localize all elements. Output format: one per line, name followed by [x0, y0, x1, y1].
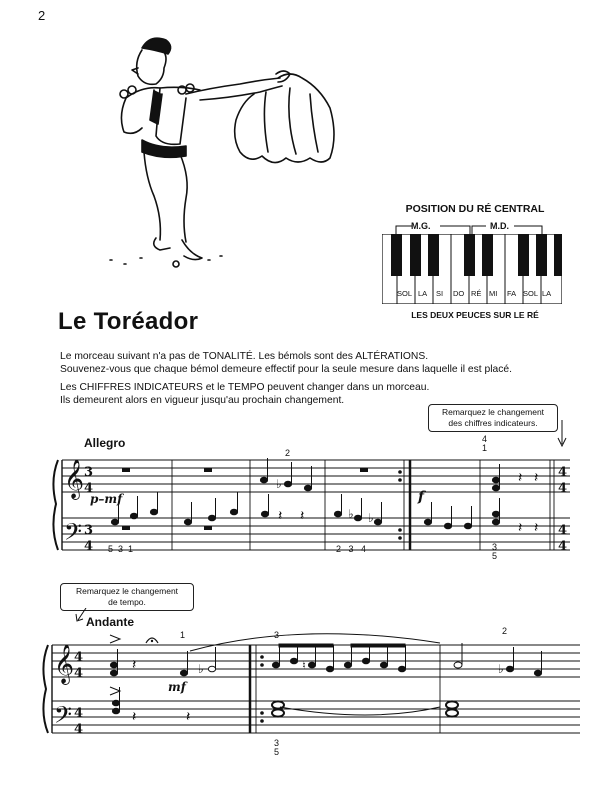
- svg-text:𝄽: 𝄽: [534, 520, 539, 536]
- time-signature-bottom: 4: [84, 539, 94, 554]
- key-label: RÉ: [471, 289, 482, 298]
- fingering: 1: [482, 443, 488, 453]
- intro-line: Les CHIFFRES INDICATEURS et le TEMPO peuvent changer dans un morceau.: [60, 382, 430, 393]
- fingering: 5 3 1: [108, 544, 134, 554]
- fingering: 5: [492, 551, 498, 561]
- svg-text:𝄽: 𝄽: [534, 470, 539, 486]
- time-signature-bottom: 4: [74, 666, 84, 681]
- fingering: 4: [482, 434, 488, 444]
- fingering: 2: [285, 448, 291, 458]
- svg-text:𝄞: 𝄞: [54, 644, 75, 684]
- fingering: 2 3 4: [336, 544, 367, 554]
- keyboard-caption: LES DEUX PEUCES SUR LE RÉ: [411, 310, 539, 320]
- hand-bracket: [382, 216, 566, 236]
- intro-line: Le morceau suivant n'a pas de TONALITÉ. Les bémols sont des ALTÉRATIONS.: [60, 351, 429, 362]
- key-label: SOL: [397, 289, 413, 298]
- svg-text:𝄽: 𝄽: [518, 470, 523, 486]
- dynamic-marking: mf: [168, 680, 186, 694]
- dynamic-marking: p–mf: [90, 492, 123, 506]
- callout-line: Remarquez le changement: [441, 407, 545, 417]
- svg-text:𝄞: 𝄞: [64, 459, 85, 499]
- page-number: 2: [38, 8, 46, 23]
- svg-text:♮: ♮: [302, 659, 306, 672]
- left-hand-label: M.G.: [411, 221, 431, 231]
- fingering: 3: [274, 630, 280, 640]
- piece-title: Le Toréador: [58, 308, 199, 335]
- tempo-callout: [60, 583, 194, 611]
- time-signature-callout: [428, 404, 558, 432]
- music-system-1: [50, 450, 580, 600]
- time-signature-top: 3: [84, 523, 94, 538]
- fingering: 3: [492, 542, 498, 552]
- key-label: MI: [489, 289, 498, 298]
- end-time-signature-bottom: 4: [558, 481, 568, 496]
- key-label: SOL: [523, 289, 539, 298]
- fingering: 2: [502, 626, 508, 636]
- time-signature-top: 3: [84, 465, 94, 480]
- svg-text:♭: ♭: [368, 511, 374, 525]
- svg-text:♭: ♭: [348, 507, 354, 521]
- callout-line: des chiffres indicateurs.: [448, 418, 538, 428]
- svg-text:𝄽: 𝄽: [186, 709, 191, 725]
- key-label: DO: [453, 289, 465, 298]
- key-label: FA: [507, 289, 517, 298]
- svg-text:𝄽: 𝄽: [132, 709, 137, 725]
- key-label: LA: [418, 289, 428, 298]
- svg-text:𝄢: 𝄢: [64, 518, 83, 551]
- fingering: 1: [180, 630, 186, 640]
- dynamic-marking: f: [418, 489, 425, 505]
- time-signature-top: 4: [74, 706, 84, 721]
- tempo-marking: Allegro: [84, 436, 126, 450]
- callout-arrow: [556, 420, 568, 450]
- end-time-signature-top: 4: [558, 465, 568, 480]
- key-label: LA: [542, 289, 552, 298]
- intro-line: Souvenez-vous que chaque bémol demeure effectif pour la seule mesure dans laquelle il est placé.: [60, 364, 513, 375]
- svg-text:♭: ♭: [276, 477, 282, 491]
- right-hand-label: M.D.: [490, 221, 509, 231]
- svg-text:𝄽: 𝄽: [300, 508, 305, 524]
- time-signature-bottom: 4: [74, 722, 84, 737]
- end-time-signature-top: 4: [558, 523, 568, 538]
- toreador-illustration: [90, 28, 340, 278]
- fingering: 3: [274, 738, 280, 748]
- fingering: 5: [274, 747, 280, 757]
- time-signature-bottom: 4: [84, 481, 94, 496]
- key-label: SI: [436, 289, 444, 298]
- svg-text:𝄢: 𝄢: [54, 701, 73, 734]
- music-system-2: [40, 625, 580, 765]
- svg-text:♭: ♭: [498, 662, 504, 676]
- time-signature-top: 4: [74, 650, 84, 665]
- svg-text:♭: ♭: [198, 662, 204, 676]
- svg-text:𝄽: 𝄽: [278, 508, 283, 524]
- end-time-signature-bottom: 4: [558, 539, 568, 554]
- tempo-marking: Andante: [86, 615, 134, 629]
- intro-line: Ils demeurent alors en vigueur jusqu'au prochain changement.: [60, 395, 345, 406]
- svg-text:𝄽: 𝄽: [132, 657, 137, 673]
- callout-line: de tempo.: [108, 597, 146, 607]
- svg-text:𝄽: 𝄽: [518, 520, 523, 536]
- callout-line: Remarquez le changement: [75, 586, 179, 596]
- keyboard-title: POSITION DU RÉ CENTRAL: [405, 203, 545, 215]
